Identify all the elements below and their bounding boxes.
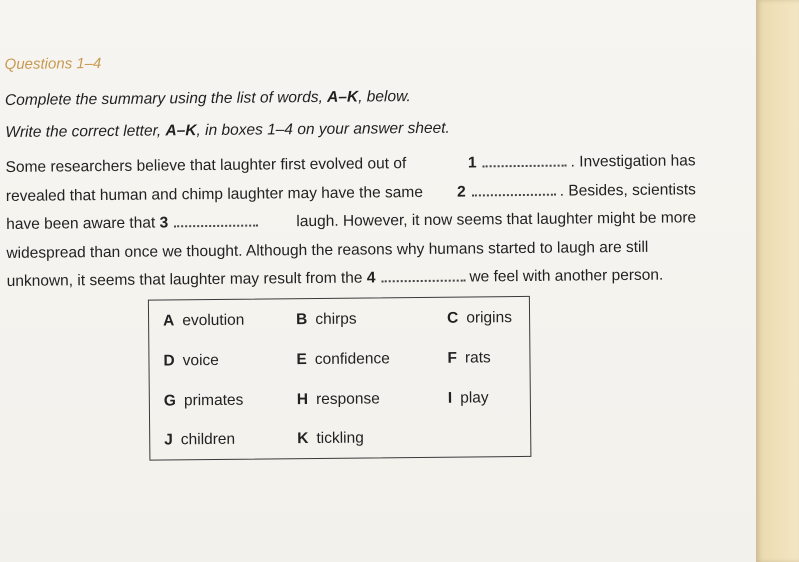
summary-line-5: [7, 261, 697, 296]
summary-line-1-after: . Investigation has: [570, 152, 696, 171]
summary-text: [5, 147, 696, 296]
option-c: [447, 309, 512, 328]
option-letter: G: [163, 392, 176, 410]
option-g: [164, 392, 244, 411]
instruction-complete-summary: [5, 88, 411, 110]
gap-1-number: 1: [467, 154, 477, 172]
option-word: evolution: [182, 311, 245, 330]
option-d: [163, 352, 219, 371]
option-word: play: [460, 389, 489, 407]
option-letter: A: [163, 312, 175, 330]
option-word: chirps: [315, 310, 357, 328]
option-b: [296, 311, 357, 330]
summary-line-5-after: we feel with another person.: [469, 266, 664, 286]
instruction-1-range: A–K: [327, 88, 359, 106]
gap-3-group: [6, 208, 262, 239]
option-word: response: [315, 390, 380, 408]
instruction-1-post: , below.: [358, 88, 411, 106]
option-e: [296, 350, 389, 369]
option-letter: H: [296, 391, 309, 409]
word-list-box: [148, 296, 532, 461]
summary-line-1-text: Some researchers believe that laughter first evolved out of: [5, 155, 407, 176]
summary-line-2-text: revealed that human and chimp laughter may have the same: [5, 183, 423, 205]
instruction-2-range: A–K: [165, 122, 197, 140]
option-word: voice: [182, 351, 219, 370]
questions-title: Questions 1–4: [4, 55, 102, 73]
summary-line-3-text: have been aware that: [6, 214, 156, 233]
summary-line-4-text: widespread than once we thought. Although the reasons why humans started to laugh are still: [6, 238, 649, 262]
gap-4-number: 4: [366, 269, 376, 287]
option-letter: I: [447, 389, 453, 407]
option-a: [163, 312, 244, 331]
gap-2-group: [457, 176, 696, 207]
option-f: [447, 349, 490, 367]
gap-2-number: 2: [457, 183, 466, 201]
page-edge: [756, 0, 799, 562]
instruction-write-letter: [5, 120, 450, 142]
option-letter: F: [447, 349, 458, 367]
option-letter: J: [164, 431, 173, 449]
instruction-2-pre: Write the correct letter,: [5, 122, 166, 141]
gap-3-blank: [174, 211, 258, 228]
gap-3-number: 3: [159, 214, 169, 232]
summary-line-3-after: laugh. However, it now seems that laughter might be more: [296, 209, 697, 231]
option-j: [164, 431, 235, 450]
option-word: rats: [464, 349, 491, 367]
option-word: origins: [466, 309, 513, 327]
option-h: [297, 390, 380, 409]
option-letter: B: [296, 311, 308, 329]
option-word: tickling: [316, 429, 364, 447]
instruction-1-pre: Complete the summary using the list of words,: [4, 88, 328, 109]
option-i: [448, 389, 489, 407]
option-letter: C: [446, 309, 459, 327]
gap-1-group: [468, 147, 696, 178]
option-word: confidence: [314, 350, 390, 368]
option-word: primates: [183, 391, 244, 410]
option-letter: D: [163, 352, 175, 370]
option-letter: K: [297, 430, 309, 448]
summary-line-5-text: unknown, it seems that laughter may result from the: [6, 269, 363, 290]
gap-1-blank: [483, 151, 567, 168]
option-word: children: [180, 430, 236, 449]
summary-line-2-after: . Besides, scientists: [559, 180, 696, 200]
gap-4-blank: [381, 266, 465, 283]
option-letter: E: [296, 351, 307, 369]
gap-2-blank: [472, 179, 556, 196]
instruction-2-post: , in boxes 1–4 on your answer sheet.: [196, 119, 450, 140]
option-k: [297, 430, 364, 449]
